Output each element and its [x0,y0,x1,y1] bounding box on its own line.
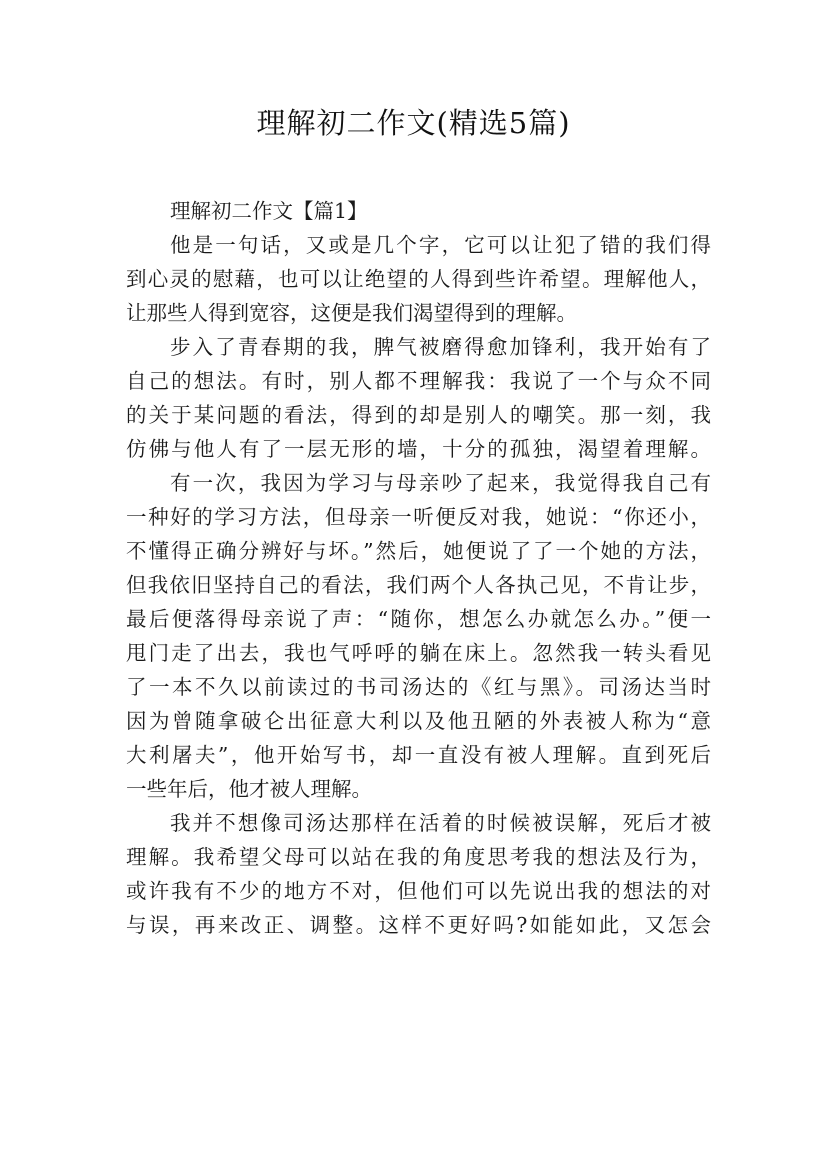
paragraph-line: 不懂得正确分辨好与坏。”然后，她便说了了一个她的方法， [126,539,711,563]
paragraph-line: 但我依旧坚持自己的看法，我们两个人各执己见，不肯让步， [126,573,711,597]
paragraph-line: 理解。我希望父母可以站在我的角度思考我的想法及行为， [126,845,711,869]
paragraph-line: 因为曾随拿破仑出征意大利以及他丑陋的外表被人称为“意 [126,709,711,733]
paragraph-line: 让那些人得到宽容，这便是我们渴望得到的理解。 [126,301,577,325]
paragraph-line: 仿佛与他人有了一层无形的墙，十分的孤独，渴望着理解。 [126,437,711,461]
paragraph-line: 有一次，我因为学习与母亲吵了起来，我觉得我自己有 [170,471,711,495]
paragraph-line: 最后便落得母亲说了声：“随你，想怎么办就怎么办。”便一 [126,607,711,631]
paragraph-line: 的关于某问题的看法，得到的却是别人的嘲笑。那一刻，我 [126,403,711,427]
paragraph-2 [126,330,711,466]
paragraph-line: 了一本不久以前读过的书司汤达的《红与黑》。司汤达当时 [126,675,711,699]
paragraph-line: 我并不想像司汤达那样在活着的时候被误解，死后才被 [170,811,711,835]
section-heading: 理解初二作文【篇1】 [170,199,368,223]
paragraph-line: 大利屠夫”，他开始写书，却一直没有被人理解。直到死后 [126,743,711,767]
document-body [126,194,711,942]
document-title: 理解初二作文(精选5篇) [256,106,571,140]
paragraph-line: 或许我有不少的地方不对，但他们可以先说出我的想法的对 [126,879,711,903]
paragraph-3 [126,466,711,806]
paragraph-line: 他是一句话，又或是几个字，它可以让犯了错的我们得 [170,233,711,257]
paragraph-line: 甩门走了出去，我也气呼呼的躺在床上。忽然我一转头看见 [126,641,711,665]
paragraph-1 [126,228,711,330]
paragraph-line: 一些年后，他才被人理解。 [126,777,372,801]
paragraph-line: 与误，再来改正、调整。这样不更好吗?如能如此，又怎会 [126,913,711,937]
paragraph-line: 自己的想法。有时，别人都不理解我：我说了一个与众不同 [126,369,711,393]
paragraph-4 [126,806,711,942]
paragraph-line: 一种好的学习方法，但母亲一听便反对我，她说：“你还小， [126,505,711,529]
paragraph-line: 步入了青春期的我，脾气被磨得愈加锋利，我开始有了 [170,335,711,359]
paragraph-line: 到心灵的慰藉，也可以让绝望的人得到些许希望。理解他人， [126,267,711,291]
